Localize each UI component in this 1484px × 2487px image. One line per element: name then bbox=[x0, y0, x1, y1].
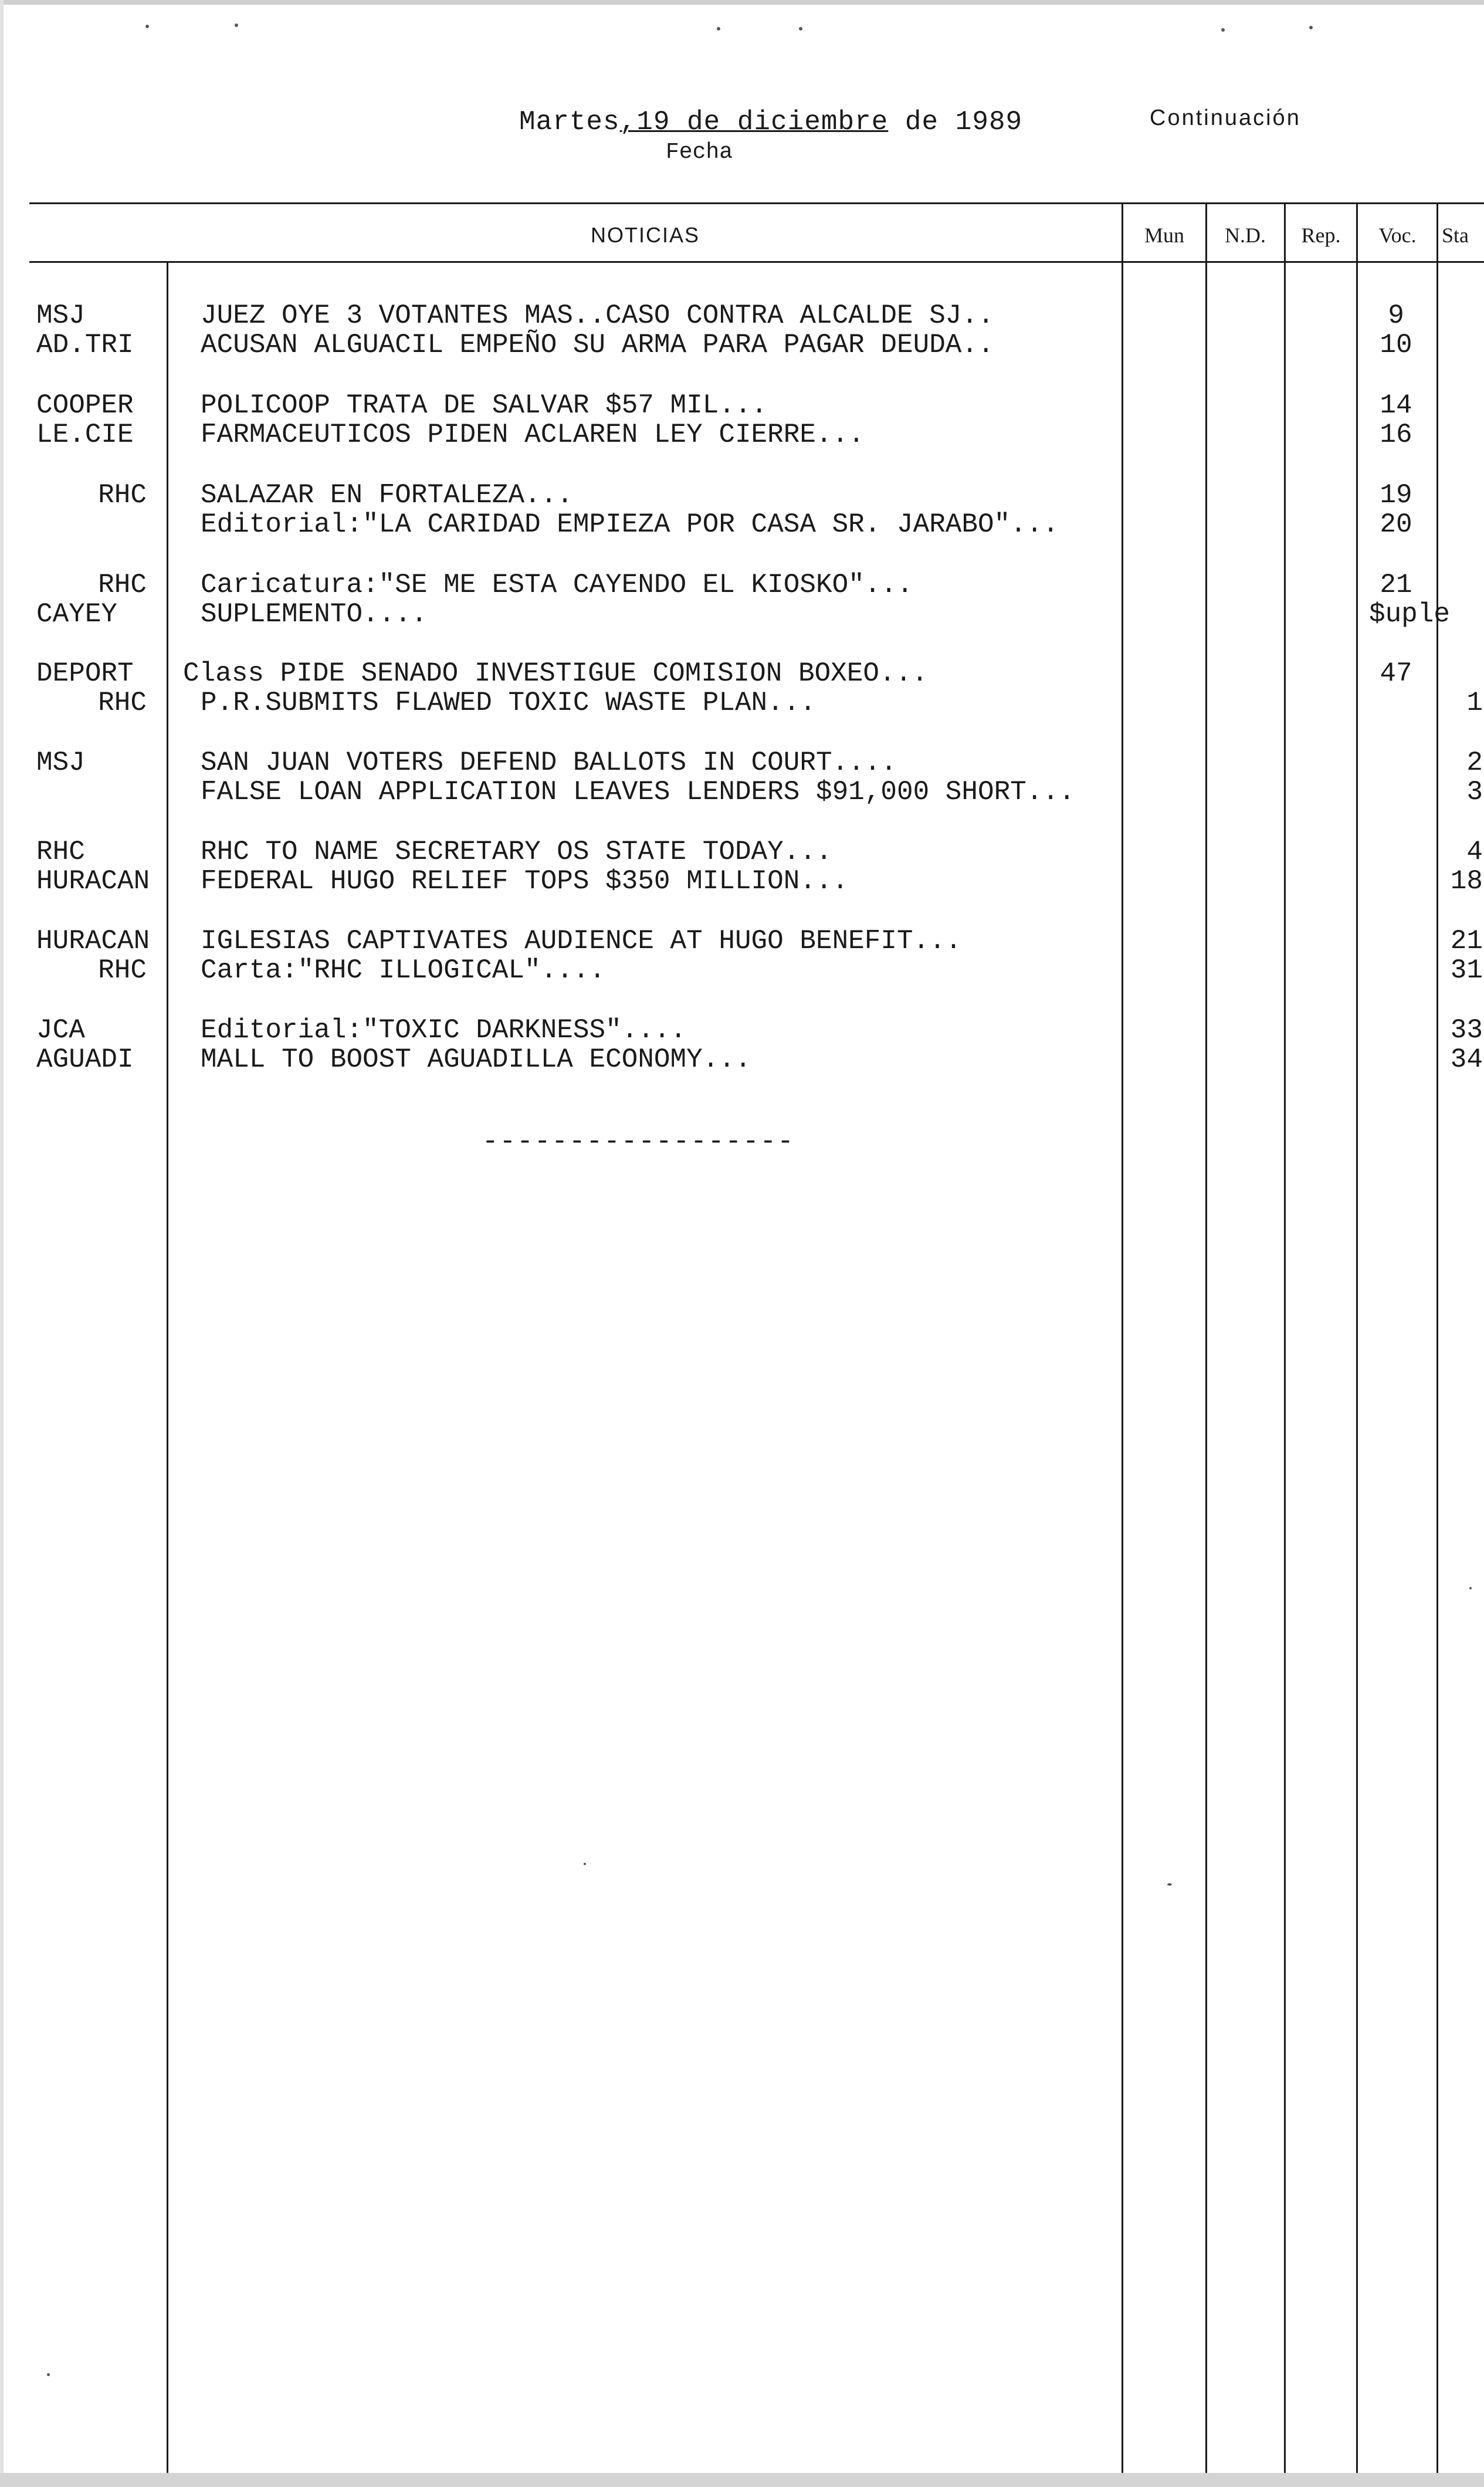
table-row bbox=[0, 480, 1484, 510]
row-voc: 14 bbox=[1380, 390, 1412, 421]
row-voc: 21 bbox=[1380, 570, 1412, 600]
column-header-sta: Sta bbox=[1442, 224, 1469, 247]
punch-mark bbox=[235, 23, 238, 27]
row-title: Class PIDE SENADO INVESTIGUE COMISION BOXEO... bbox=[183, 658, 928, 689]
table-row bbox=[0, 390, 1484, 421]
column-header-noticias: NOTICIAS bbox=[590, 223, 700, 247]
row-source: AD.TRI bbox=[36, 330, 134, 360]
row-source: RHC bbox=[98, 570, 147, 600]
row-source: COOPER bbox=[36, 390, 134, 421]
row-source: LE.CIE bbox=[36, 419, 134, 450]
row-sta: 31 bbox=[1450, 955, 1483, 986]
row-title: FARMACEUTICOS PIDEN ACLAREN LEY CIERRE... bbox=[201, 419, 865, 450]
row-source: MSJ bbox=[36, 300, 85, 331]
row-sta: 3 bbox=[1466, 777, 1483, 807]
punch-mark bbox=[717, 27, 720, 31]
row-sta: 34 bbox=[1450, 1044, 1483, 1075]
row-source: CAYEY bbox=[36, 599, 118, 630]
table-row bbox=[0, 300, 1484, 331]
table-row bbox=[0, 419, 1484, 450]
date-underlined: ,19 de diciembre bbox=[619, 107, 889, 137]
row-title: Carta:"RHC ILLOGICAL".... bbox=[201, 955, 606, 986]
table-row bbox=[0, 1015, 1484, 1045]
table-top-rule bbox=[29, 202, 1484, 204]
table-row bbox=[0, 658, 1484, 689]
column-header-mun: Mun bbox=[1144, 224, 1184, 247]
row-source: JCA bbox=[36, 1015, 85, 1045]
rep-column-divider bbox=[1284, 202, 1286, 2473]
scan-speck bbox=[1167, 1883, 1172, 1886]
punch-mark bbox=[799, 27, 802, 31]
row-source: MSJ bbox=[36, 747, 85, 778]
row-voc: 20 bbox=[1380, 509, 1412, 540]
table-header-rule bbox=[29, 261, 1484, 263]
row-title: P.R.SUBMITS FLAWED TOXIC WASTE PLAN... bbox=[201, 688, 816, 718]
table-row bbox=[0, 747, 1484, 778]
row-title: FALSE LOAN APPLICATION LEAVES LENDERS $91,000 SHORT... bbox=[201, 777, 1075, 807]
table-row bbox=[0, 570, 1484, 600]
table-row bbox=[0, 330, 1484, 360]
row-voc: 10 bbox=[1380, 330, 1412, 360]
row-title: Editorial:"LA CARIDAD EMPIEZA POR CASA SR. JARABO"... bbox=[201, 509, 1059, 540]
end-of-list-marker: ------------------ bbox=[482, 1126, 795, 1157]
row-voc: 19 bbox=[1380, 480, 1412, 510]
punch-mark bbox=[1221, 28, 1225, 32]
scan-edge-left bbox=[0, 0, 4, 2487]
row-source: RHC bbox=[36, 837, 85, 867]
mun-column-divider bbox=[1122, 202, 1123, 2473]
row-source: RHC bbox=[98, 688, 147, 718]
row-title: FEDERAL HUGO RELIEF TOPS $350 MILLION... bbox=[201, 866, 849, 896]
nd-column-divider bbox=[1205, 202, 1207, 2473]
scan-edge-top bbox=[0, 0, 1484, 5]
table-row bbox=[0, 777, 1484, 807]
row-voc: 9 bbox=[1388, 300, 1404, 331]
row-title: SALAZAR EN FORTALEZA... bbox=[201, 480, 573, 510]
scan-edge-bottom bbox=[0, 2473, 1484, 2487]
row-voc: 47 bbox=[1380, 658, 1412, 689]
column-header-nd: N.D. bbox=[1225, 224, 1266, 247]
row-voc: 16 bbox=[1380, 419, 1412, 450]
date-label: Fecha bbox=[666, 140, 733, 165]
row-title: SAN JUAN VOTERS DEFEND BALLOTS IN COURT.... bbox=[201, 747, 897, 778]
date-prefix: Martes bbox=[519, 107, 620, 137]
date-heading bbox=[519, 107, 1022, 137]
table-row bbox=[0, 866, 1484, 896]
row-title: Caricatura:"SE ME ESTA CAYENDO EL KIOSKO"... bbox=[201, 570, 913, 600]
table-row bbox=[0, 837, 1484, 867]
row-sta: 18 bbox=[1450, 866, 1483, 896]
row-source: RHC bbox=[98, 955, 147, 986]
row-sta: 33 bbox=[1450, 1015, 1483, 1045]
table-row bbox=[0, 509, 1484, 540]
voc-column-divider bbox=[1356, 202, 1358, 2473]
row-sta: 2 bbox=[1466, 747, 1483, 778]
row-source: HURACAN bbox=[36, 866, 150, 896]
table-row bbox=[0, 926, 1484, 956]
row-source: AGUADI bbox=[36, 1044, 134, 1075]
column-header-rep: Rep. bbox=[1301, 224, 1341, 247]
row-title: JUEZ OYE 3 VOTANTES MAS..CASO CONTRA ALCALDE SJ.. bbox=[201, 300, 994, 331]
punch-mark bbox=[1309, 26, 1313, 29]
table-row bbox=[0, 599, 1484, 630]
row-source: HURACAN bbox=[36, 926, 150, 956]
table-row bbox=[0, 955, 1484, 986]
scan-speck bbox=[1469, 1587, 1472, 1589]
row-sta: 1 bbox=[1466, 688, 1483, 718]
row-title: Editorial:"TOXIC DARKNESS".... bbox=[201, 1015, 687, 1045]
row-title: MALL TO BOOST AGUADILLA ECONOMY... bbox=[201, 1044, 751, 1075]
continuation-label: Continuación bbox=[1150, 106, 1301, 130]
column-header-voc: Voc. bbox=[1378, 224, 1417, 247]
row-title: IGLESIAS CAPTIVATES AUDIENCE AT HUGO BENEFIT... bbox=[201, 926, 962, 956]
table-row bbox=[0, 688, 1484, 718]
table-row bbox=[0, 1044, 1484, 1075]
row-sta: 4 bbox=[1466, 837, 1483, 867]
row-title: RHC TO NAME SECRETARY OS STATE TODAY... bbox=[201, 837, 832, 867]
row-title: ACUSAN ALGUACIL EMPEÑO SU ARMA PARA PAGAR DEUDA.. bbox=[201, 330, 994, 360]
row-title: SUPLEMENTO.... bbox=[201, 599, 428, 630]
scan-speck bbox=[584, 1863, 586, 1865]
row-title: POLICOOP TRATA DE SALVAR $57 MIL... bbox=[201, 390, 768, 421]
punch-mark bbox=[145, 25, 149, 28]
scan-speck bbox=[47, 2373, 50, 2376]
row-source: DEPORT bbox=[36, 658, 134, 689]
row-voc: $uple bbox=[1368, 599, 1450, 630]
row-source: RHC bbox=[98, 480, 147, 510]
sta-column-divider bbox=[1436, 202, 1438, 2473]
row-sta: 21 bbox=[1450, 926, 1483, 956]
date-suffix: de 1989 bbox=[888, 107, 1023, 137]
